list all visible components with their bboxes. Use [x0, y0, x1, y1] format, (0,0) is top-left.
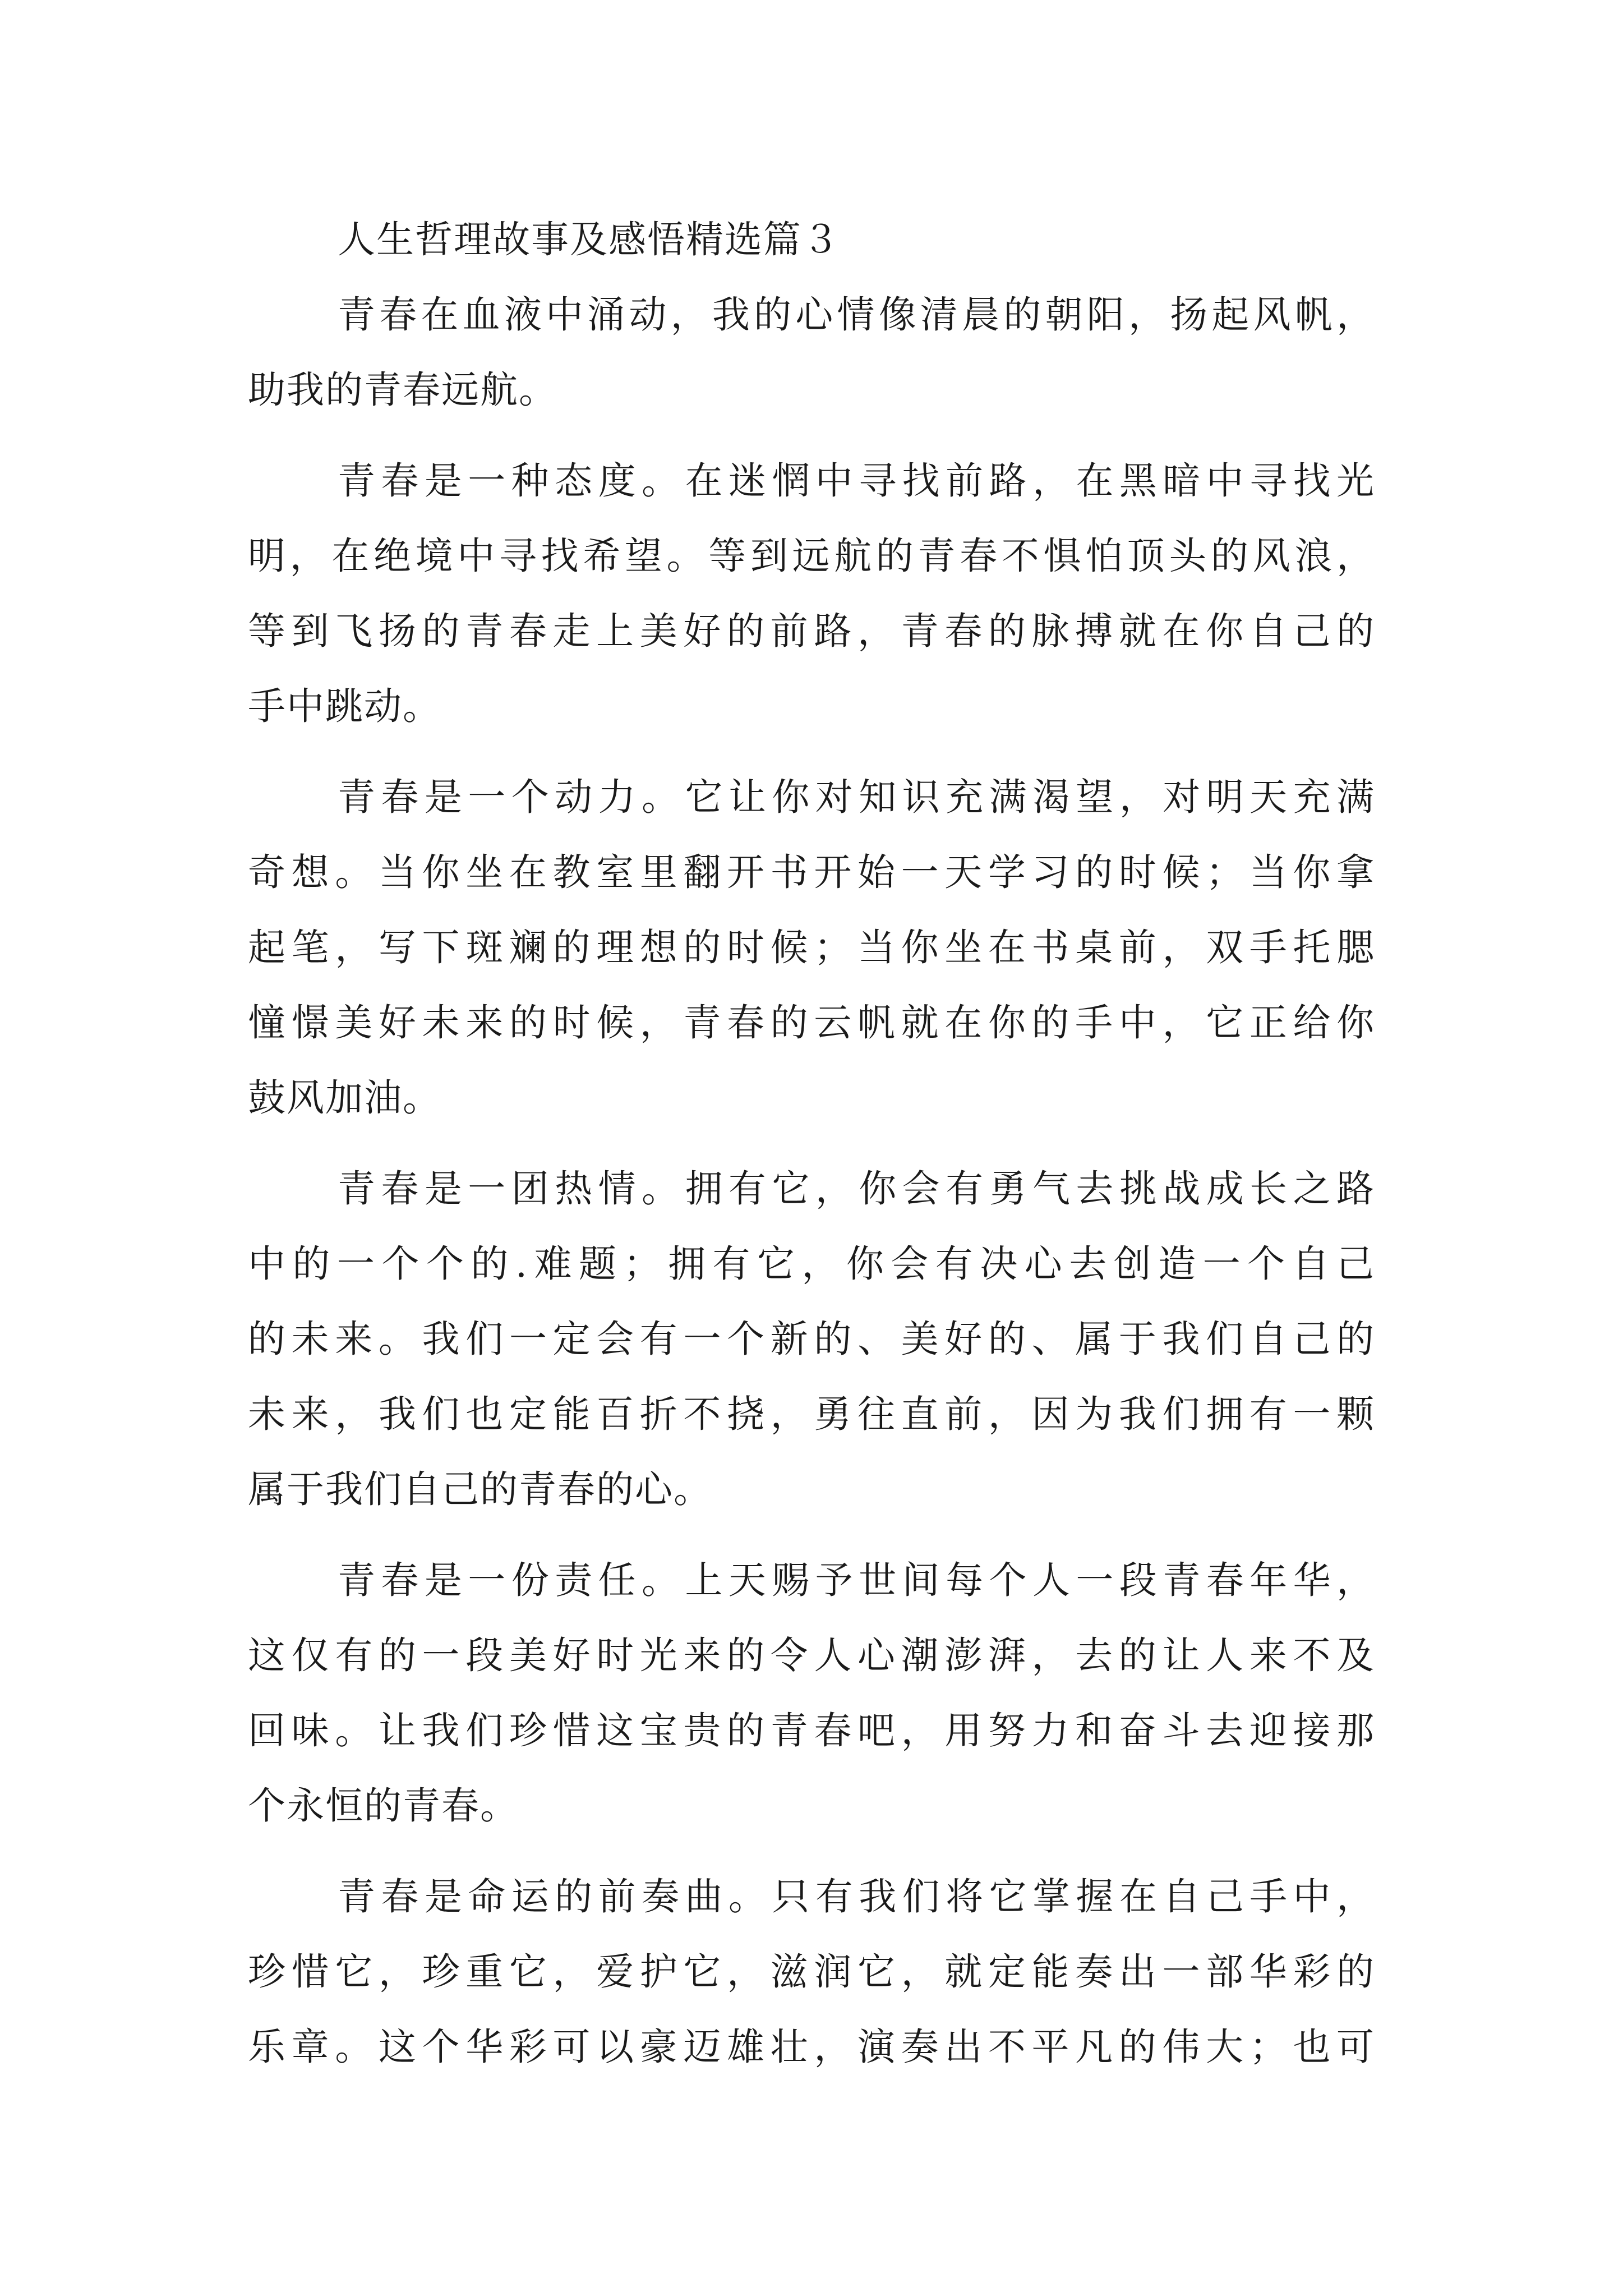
- paragraph-line: 明，在绝境中寻找希望。等到远航的青春不惧怕顶头的风浪，: [248, 534, 1375, 578]
- paragraph-line: 起笔，写下斑斓的理想的时候；当你坐在书桌前，双手托腮: [248, 926, 1375, 969]
- paragraph-line: 青春是一个动力。它让你对知识充满渴望，对明天充满: [338, 775, 1375, 819]
- paragraph-line: 青春是一团热情。拥有它，你会有勇气去挑战成长之路: [338, 1167, 1375, 1211]
- document-body: [248, 202, 1375, 2085]
- paragraph: [248, 1859, 1375, 2085]
- paragraph-line: 青春是一种态度。在迷惘中寻找前路，在黑暗中寻找光: [338, 459, 1375, 503]
- paragraph-line: 憧憬美好未来的时候，青春的云帆就在你的手中，它正给你: [248, 1001, 1375, 1045]
- paragraph-line: 这仅有的一段美好时光来的令人心潮澎湃，去的让人来不及: [248, 1634, 1375, 1677]
- paragraph-line: 青春是一份责任。上天赐予世间每个人一段青春年华，: [338, 1558, 1375, 1602]
- paragraph-line: 助我的青春远航。: [248, 368, 557, 412]
- paragraph-line: 中的一个个的.难题；拥有它，你会有决心去创造一个自己: [248, 1242, 1375, 1286]
- paragraph: [248, 277, 1375, 427]
- paragraph-line: 个永恒的青春。: [248, 1784, 519, 1828]
- paragraph-line: 的未来。我们一定会有一个新的、美好的、属于我们自己的: [248, 1317, 1375, 1361]
- paragraph-line: 珍惜它，珍重它，爱护它，滋润它，就定能奏出一部华彩的: [248, 1950, 1375, 1994]
- document-title: 人生哲理故事及感悟精选篇３: [338, 218, 841, 261]
- paragraph: [248, 1543, 1375, 1843]
- paragraph-line: 青春在血液中涌动，我的心情像清晨的朝阳，扬起风帆，: [338, 293, 1375, 337]
- paragraph-line: 鼓风加油。: [248, 1076, 441, 1120]
- paragraph-line: 乐章。这个华彩可以豪迈雄壮，演奏出不平凡的伟大；也可: [248, 2025, 1375, 2069]
- paragraph: [248, 760, 1375, 1135]
- paragraph-line: 属于我们自己的青春的心。: [248, 1467, 712, 1511]
- paragraph: [248, 1151, 1375, 1527]
- paragraph-line: 回味。让我们珍惜这宝贵的青春吧，用努力和奋斗去迎接那: [248, 1709, 1375, 1752]
- paragraph-line: 青春是命运的前奏曲。只有我们将它掌握在自己手中，: [338, 1875, 1375, 1918]
- paragraph-line: 手中跳动。: [248, 684, 441, 728]
- paragraph-line: 等到飞扬的青春走上美好的前路，青春的脉搏就在你自己的: [248, 609, 1375, 653]
- paragraph-line: 未来，我们也定能百折不挠，勇往直前，因为我们拥有一颗: [248, 1392, 1375, 1436]
- paragraph-line: 奇想。当你坐在教室里翻开书开始一天学习的时候；当你拿: [248, 850, 1375, 894]
- paragraph: [248, 443, 1375, 744]
